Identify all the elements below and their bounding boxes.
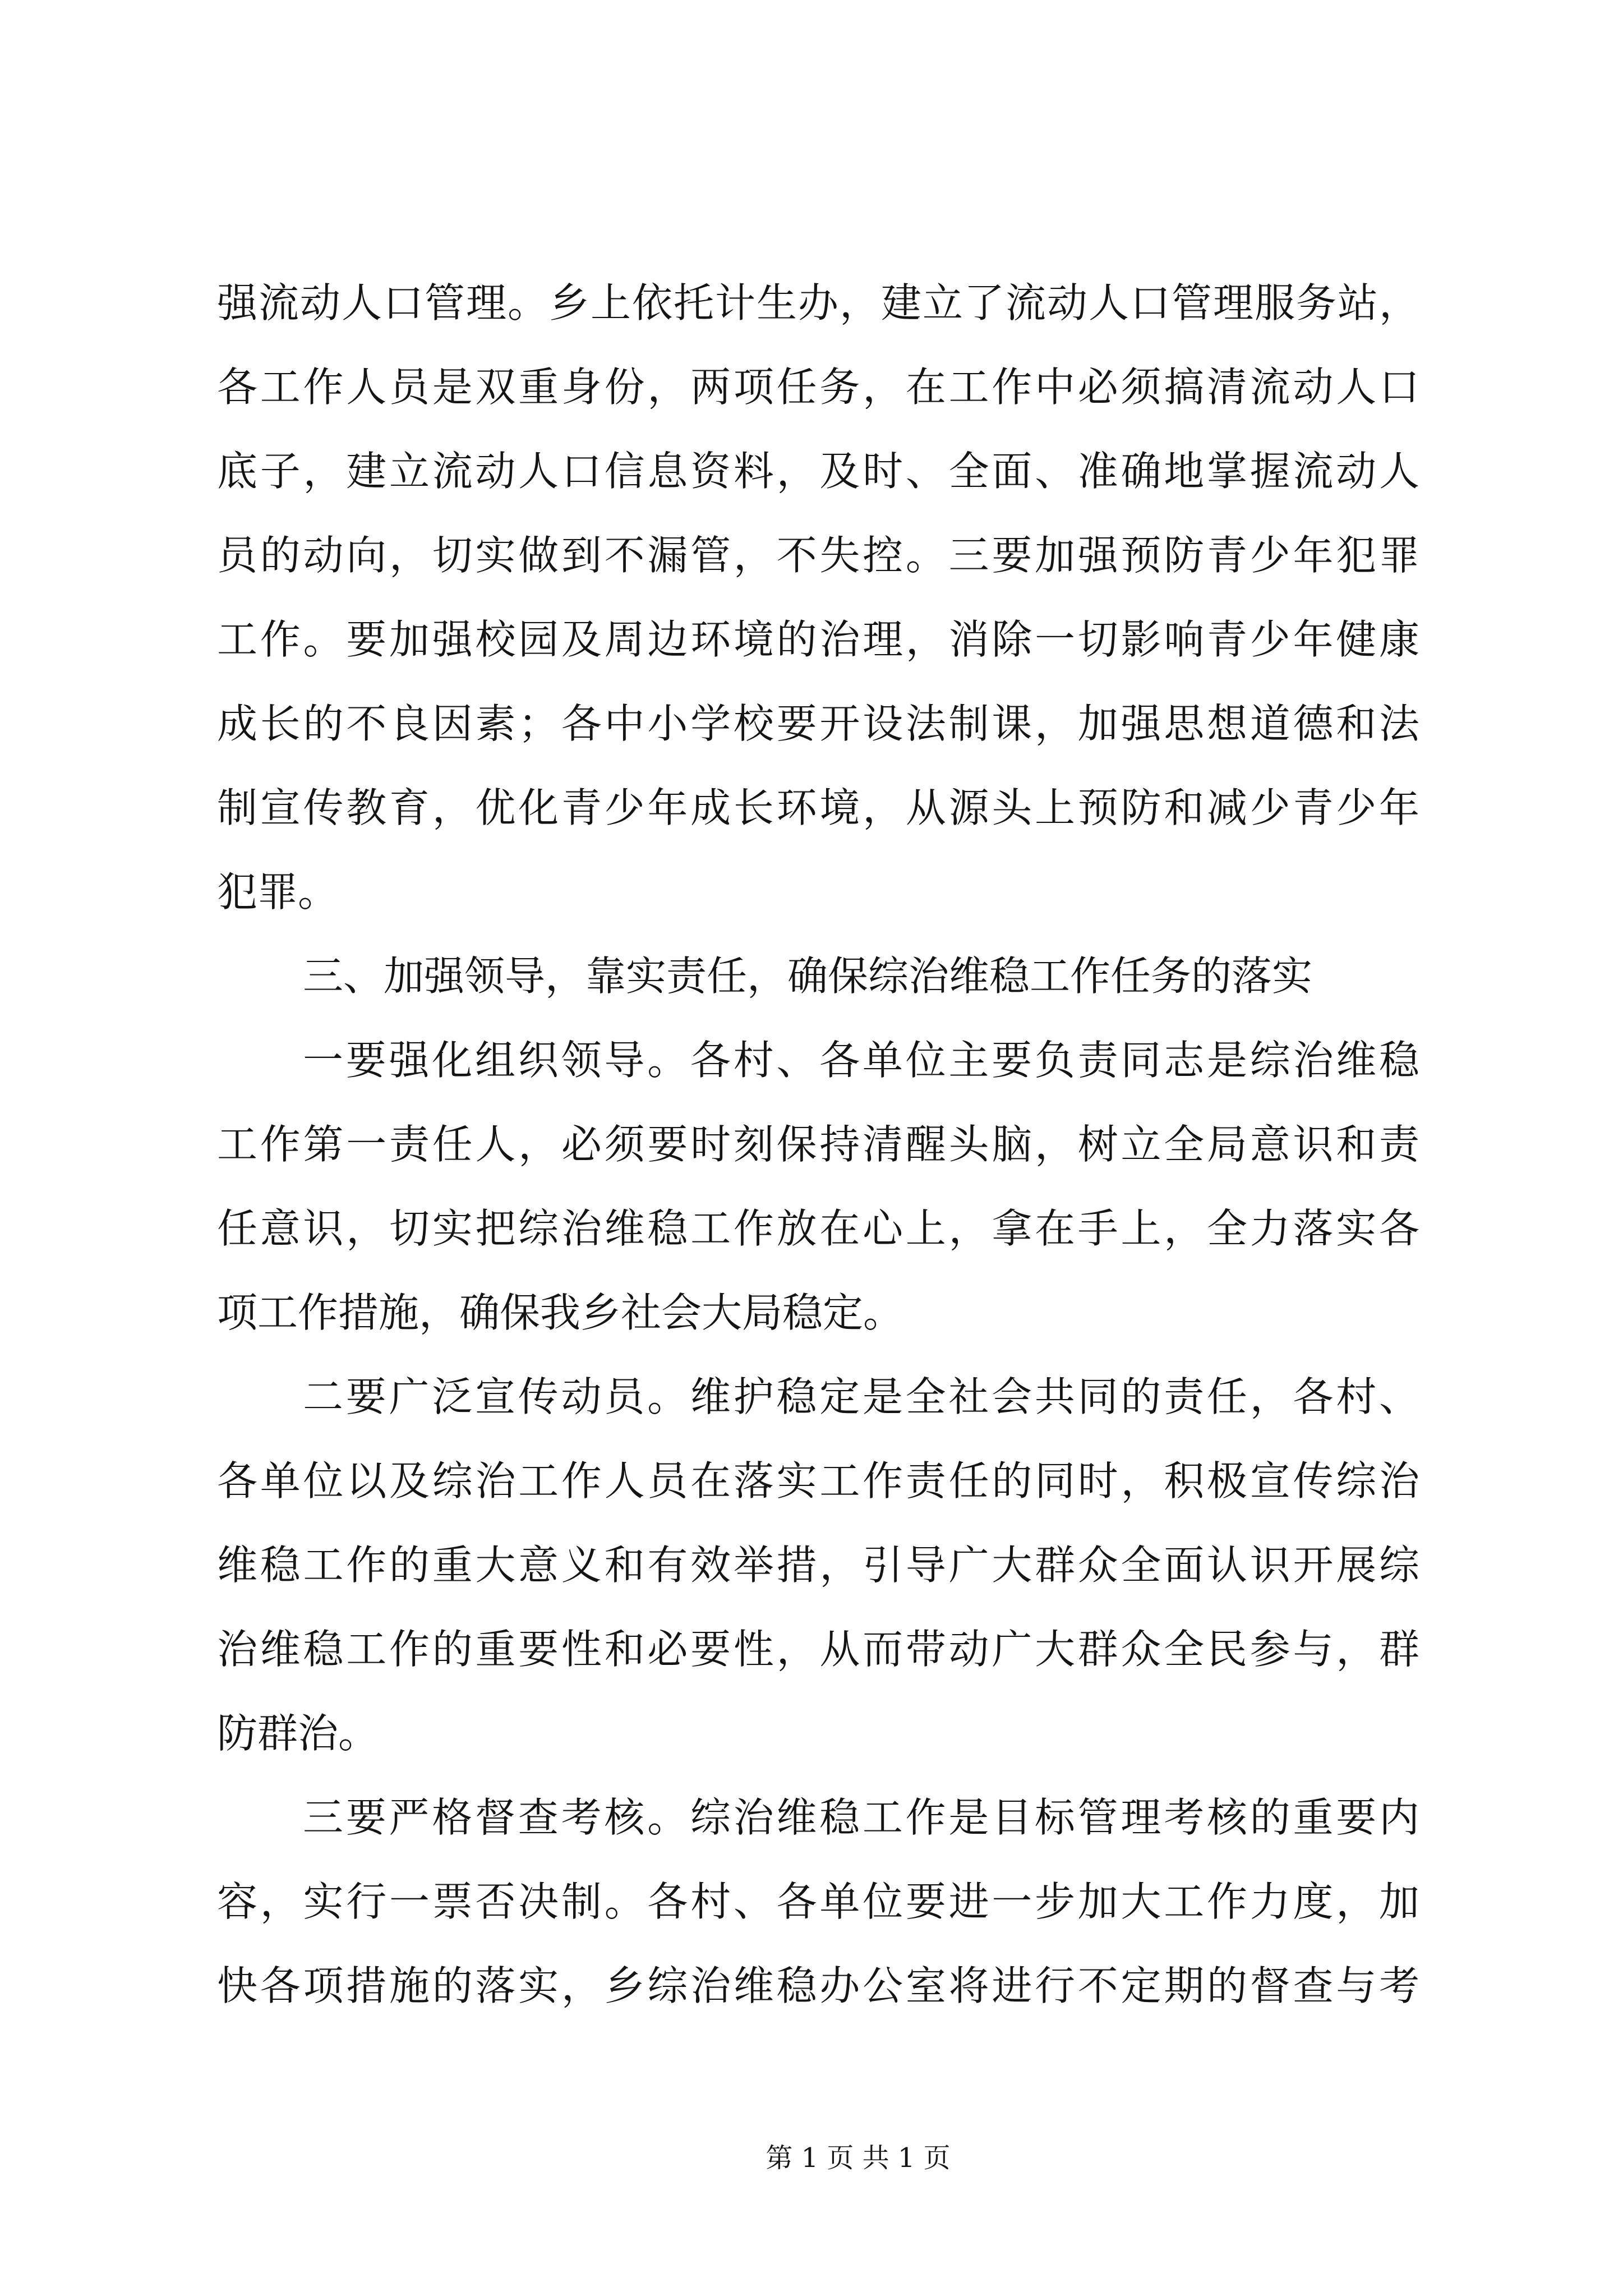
text-line: 各单位以及综治工作人员在落实工作责任的同时，积极宣传综治 (217, 1457, 1419, 1504)
paragraph (217, 261, 1419, 934)
text-line: 工作第一责任人，必须要时刻保持清醒头脑，树立全局意识和责 (217, 1121, 1419, 1168)
text-line: 治维稳工作的重要性和必要性，从而带动广大群众全民参与，群 (217, 1626, 1419, 1673)
text-line: 制宣传教育，优化青少年成长环境，从源头上预防和减少青少年 (217, 784, 1419, 831)
section-heading (217, 934, 1419, 1018)
paragraph (217, 1018, 1419, 1355)
text-line: 项工作措施，确保我乡社会大局稳定。 (217, 1289, 904, 1336)
text-line: 任意识，切实把综治维稳工作放在心上，拿在手上，全力落实各 (217, 1205, 1419, 1252)
text-line: 工作。要加强校园及周边环境的治理，消除一切影响青少年健康 (217, 616, 1419, 663)
text-line: 二要广泛宣传动员。维护稳定是全社会共同的责任，各村、 (303, 1373, 1419, 1420)
text-line: 三、加强领导，靠实责任，确保综治维稳工作任务的落实 (303, 953, 1313, 1000)
text-line: 员的动向，切实做到不漏管，不失控。三要加强预防青少年犯罪 (217, 532, 1419, 579)
text-line: 容，实行一票否决制。各村、各单位要进一步加大工作力度，加 (217, 1878, 1419, 1925)
text-line: 各工作人员是双重身份，两项任务，在工作中必须搞清流动人口 (217, 364, 1419, 411)
paragraph (217, 1355, 1419, 1775)
text-line: 防群治。 (217, 1710, 379, 1757)
text-line: 快各项措施的落实，乡综治维稳办公室将进行不定期的督查与考 (217, 1962, 1419, 2009)
text-line: 成长的不良因素；各中小学校要开设法制课，加强思想道德和法 (217, 700, 1419, 747)
paragraph (217, 1775, 1419, 2028)
text-line: 犯罪。 (217, 868, 339, 915)
text-line: 维稳工作的重大意义和有效举措，引导广大群众全面认识开展综 (217, 1542, 1419, 1589)
text-line: 三要严格督查考核。综治维稳工作是目标管理考核的重要内 (303, 1794, 1419, 1841)
page-number-footer: 第 1 页 共 1 页 (766, 2142, 951, 2174)
text-line: 强流动人口管理。乡上依托计生办，建立了流动人口管理服务站， (217, 279, 1419, 326)
text-line: 底子，建立流动人口信息资料，及时、全面、准确地掌握流动人 (217, 448, 1419, 495)
document-body (217, 261, 1419, 2028)
text-line: 一要强化组织领导。各村、各单位主要负责同志是综治维稳 (303, 1037, 1419, 1084)
